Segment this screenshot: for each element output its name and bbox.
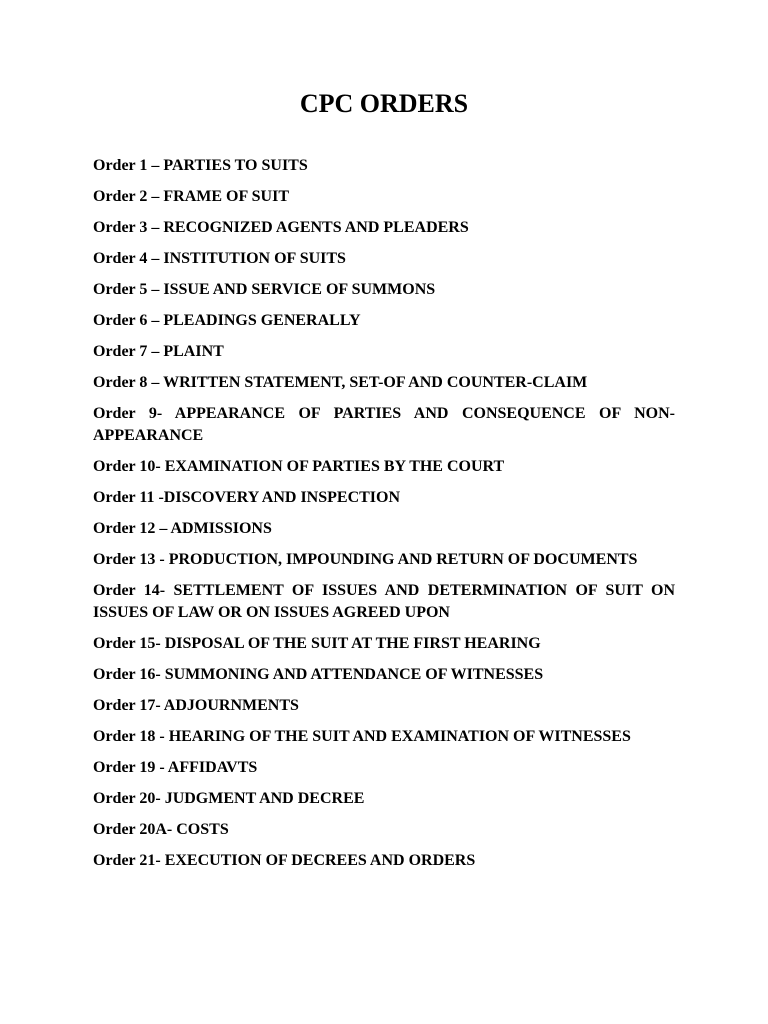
- orders-list: [93, 155, 675, 881]
- order-item: Order 5 – ISSUE AND SERVICE OF SUMMONS: [93, 281, 436, 298]
- order-item: Order 19 - AFFIDAVTS: [93, 759, 258, 776]
- document-title: CPC ORDERS: [299, 89, 469, 118]
- order-item: Order 14- SETTLEMENT OF ISSUES AND DETERMINATION OF SUIT ON ISSUES OF LAW OR ON ISSUES AGREED UPON: [93, 582, 675, 621]
- order-item: Order 9- APPEARANCE OF PARTIES AND CONSEQUENCE OF NON-APPEARANCE: [93, 405, 675, 444]
- order-item: Order 12 – ADMISSIONS: [93, 520, 272, 537]
- order-item: Order 4 – INSTITUTION OF SUITS: [93, 250, 346, 267]
- order-item: Order 10- EXAMINATION OF PARTIES BY THE COURT: [93, 458, 505, 475]
- order-item: Order 3 – RECOGNIZED AGENTS AND PLEADERS: [93, 219, 469, 236]
- order-item: Order 6 – PLEADINGS GENERALLY: [93, 312, 361, 329]
- order-item: Order 7 – PLAINT: [93, 343, 224, 360]
- order-item: Order 18 - HEARING OF THE SUIT AND EXAMINATION OF WITNESSES: [93, 728, 631, 745]
- order-item: Order 1 – PARTIES TO SUITS: [93, 157, 308, 174]
- order-item: Order 21- EXECUTION OF DECREES AND ORDERS: [93, 852, 476, 869]
- order-item: Order 20- JUDGMENT AND DECREE: [93, 790, 365, 807]
- order-item: Order 8 – WRITTEN STATEMENT, SET-OF AND COUNTER-CLAIM: [93, 374, 588, 391]
- order-item: Order 13 - PRODUCTION, IMPOUNDING AND RETURN OF DOCUMENTS: [93, 551, 638, 568]
- order-item: Order 2 – FRAME OF SUIT: [93, 188, 289, 205]
- order-item: Order 16- SUMMONING AND ATTENDANCE OF WITNESSES: [93, 666, 544, 683]
- order-item: Order 11 -DISCOVERY AND INSPECTION: [93, 489, 401, 506]
- order-item: Order 20A- COSTS: [93, 821, 229, 838]
- order-item: Order 17- ADJOURNMENTS: [93, 697, 299, 714]
- order-item: Order 15- DISPOSAL OF THE SUIT AT THE FIRST HEARING: [93, 635, 541, 652]
